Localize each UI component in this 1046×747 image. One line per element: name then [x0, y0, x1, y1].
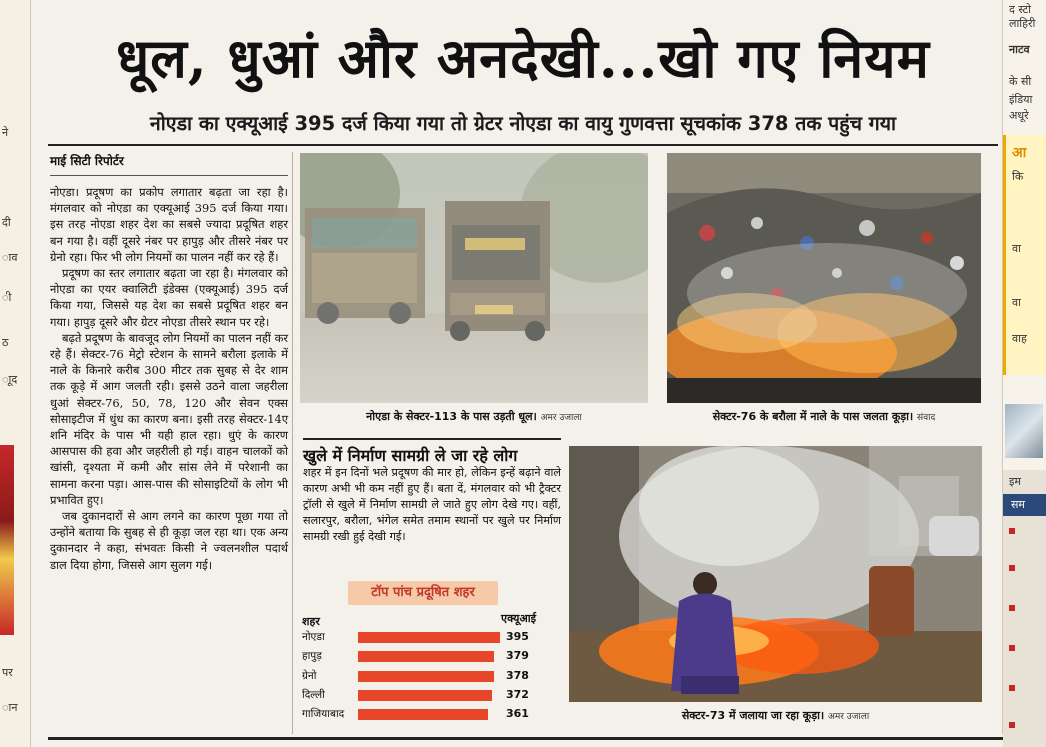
right-margin-fragment: आ	[1012, 145, 1027, 161]
garbage-photo-caption	[667, 409, 981, 424]
bullet-icon	[1009, 605, 1015, 611]
aqi-value: 395	[506, 630, 529, 643]
aqi-bar	[358, 671, 494, 682]
right-promo-box	[1003, 135, 1046, 375]
photo-credit: संवाद	[917, 413, 936, 423]
bullet-icon	[1009, 528, 1015, 534]
fire-photo-caption	[569, 708, 982, 723]
article-paragraph: प्रदूषण का स्तर लगातार बढ़ता जा रहा है। मंगलवार को नोएडा का एयर क्वालिटी इंडेक्स (एक्यूआई) 395 दर्ज किया गया, जिससे यह देश का सबसे प्रदूषित शहर बन गया। हापुड़ दूसरे और ग्रेटर नोएडा तीसरे स्थान पर रहे।	[50, 266, 288, 329]
right-section-bar: सम	[1003, 494, 1046, 516]
right-margin-fragment: लाहिरी	[1009, 17, 1036, 30]
right-margin-fragment: द स्टो	[1009, 3, 1032, 16]
article-body	[50, 184, 288, 573]
burning-garbage-photo	[667, 153, 981, 403]
caption-text: सेक्टर-73 में जलाया जा रहा कूड़ा।	[681, 709, 825, 722]
side-story-title: खुले में निर्माण सामग्री ले जा रहे लोग	[303, 438, 561, 466]
right-margin-fragment: वा	[1012, 296, 1021, 309]
bullet-icon	[1009, 645, 1015, 651]
trucks-photo-caption	[300, 409, 648, 424]
aqi-value: 379	[506, 649, 529, 663]
right-margin-fragment: वाह	[1012, 332, 1027, 345]
aqi-city-label: ग्रेनो	[302, 669, 317, 682]
man-burning-garbage-photo	[569, 446, 982, 702]
aqi-city-label: हापुड़	[302, 650, 322, 663]
aqi-table-city-header: शहर	[302, 615, 320, 628]
article-paragraph: जब दुकानदारों से आग लगने का कारण पूछा गया तो उन्होंने बताया कि सुबह से ही कूड़ा जल रहा था। एक अन्य दुकानदार ने कहा, संभवतः किसी ने ज्वलनशील पदार्थ डाल दिया होगा, जिससे आग सुलग गई।	[50, 509, 288, 572]
byline: माई सिटी रिपोर्टर	[50, 152, 288, 176]
bullet-icon	[1009, 685, 1015, 691]
left-margin-fragment: पर	[2, 666, 13, 679]
article-paragraph: बढ़ते प्रदूषण के बावजूद लोग नियमों का पालन नहीं कर रहे हैं। सेक्टर-76 मेट्रो स्टेशन के सामने बरौला इलाके में नाले के किनारे करीब 300 मीटर तक सुबह से देर शाम तक कूड़े में आग जलती रही। इससे उठने वाला जहरीला धुआं सेक्टर-76, 50, 78, 120 और सेवन एक्स सोसाइटीज में धुंध का कारण बना। इसी तरह सेक्टर-14ए शनि मंदिर के पास भी यही हाल रहा। धुएं के कारण आसपास की हवा और जहरीली हो गई। वाहन चालकों को खांसी, दृश्यता में कमी और सांस लेने में परेशानी का सामना करना पड़ा। आस-पास की सोसाइटियों के लोग भी प्रभावित हुए।	[50, 330, 288, 507]
left-margin-fragment: ी	[2, 291, 12, 304]
right-thumbnail-image	[1005, 404, 1043, 458]
aqi-value: 361	[506, 707, 529, 721]
aqi-city-label: गाजियाबाद	[302, 708, 345, 721]
photo-credit: अमर उजाला	[827, 712, 870, 722]
left-margin-fragment: ाूद	[2, 373, 18, 386]
left-advertisement-image	[0, 445, 14, 635]
aqi-value: 372	[506, 687, 529, 701]
left-margin-column	[0, 0, 31, 747]
left-margin-fragment: ठ	[2, 336, 9, 349]
bottom-divider	[48, 734, 1003, 747]
right-margin-fragment: नाटव	[1009, 43, 1030, 56]
left-margin-fragment: ाव	[2, 251, 18, 264]
right-margin-column	[1002, 0, 1046, 747]
bullet-icon	[1009, 722, 1015, 728]
right-margin-fragment: अधूरे	[1009, 109, 1029, 122]
right-margin-fragment: वा	[1012, 242, 1021, 255]
right-margin-fragment: के सी	[1009, 75, 1032, 88]
photo-credit: अमर उजाला	[540, 413, 582, 423]
right-margin-fragment: इम	[1009, 475, 1021, 488]
aqi-bar	[358, 709, 488, 720]
left-margin-fragment: ान	[2, 701, 18, 714]
article-paragraph: नोएडा। प्रदूषण का प्रकोप लगातार बढ़ता जा रहा है। मंगलवार को नोएडा का एक्यूआई 395 दर्ज किया गया। इस तरह नोएडा शहर देश का सबसे ज्यादा प्रदूषित शहर बन गया है। वहीं दूसरे नंबर पर हापुड़ और तीसरे नंबर पर ग्रेनो रहा। फिर भी लोग नियमों का पालन नहीं कर रहे हैं।	[50, 185, 288, 264]
bullet-icon	[1009, 565, 1015, 571]
caption-text: नोएडा के सेक्टर-113 के पास उड़ती धूल।	[366, 410, 537, 423]
left-margin-fragment: ने	[2, 126, 9, 139]
aqi-table-aqi-header: एक्यूआई	[501, 612, 536, 625]
aqi-city-label: नोएडा	[302, 631, 325, 643]
aqi-table-title: टॉप पांच प्रदूषित शहर	[348, 581, 498, 605]
aqi-bar	[358, 651, 494, 662]
right-margin-fragment: कि	[1012, 170, 1024, 183]
aqi-value: 378	[506, 668, 529, 682]
aqi-bar	[358, 632, 500, 643]
left-margin-fragment: दी	[2, 216, 11, 229]
aqi-city-label: दिल्ली	[302, 688, 325, 701]
trucks-dust-photo	[300, 153, 648, 403]
divider	[48, 144, 998, 146]
aqi-bar	[358, 690, 492, 701]
right-margin-fragment: इंडिया	[1009, 93, 1033, 106]
column-divider	[292, 152, 293, 742]
subheadline: नोएडा का एक्यूआई 395 दर्ज किया गया तो ग्रेटर नोएडा का वायु गुणवत्ता सूचकांक 378 तक पहुंच गया	[149, 112, 897, 135]
caption-text: सेक्टर-76 के बरौला में नाले के पास जलता कूड़ा।	[712, 410, 914, 423]
side-story-body: शहर में इन दिनों भले प्रदूषण की मार हो, लेकिन इन्हें बढ़ाने वाले कारण अभी भी कम नहीं हुए हैं। बता दें, मंगलवार को भी ट्रैक्टर ट्रॉली से खुले में निर्माण सामग्री ले जाते हुए लोग देखे गए। वहीं, सलारपुर, बरौला, भंगेल समेत तमाम स्थानों पर खुले पर निर्माण सामग्री रखी हुई देखी गई।	[303, 466, 561, 543]
right-news-list	[1003, 470, 1046, 747]
headline: धूल, धुआं और अनदेखी...खो गए नियम	[116, 26, 930, 90]
